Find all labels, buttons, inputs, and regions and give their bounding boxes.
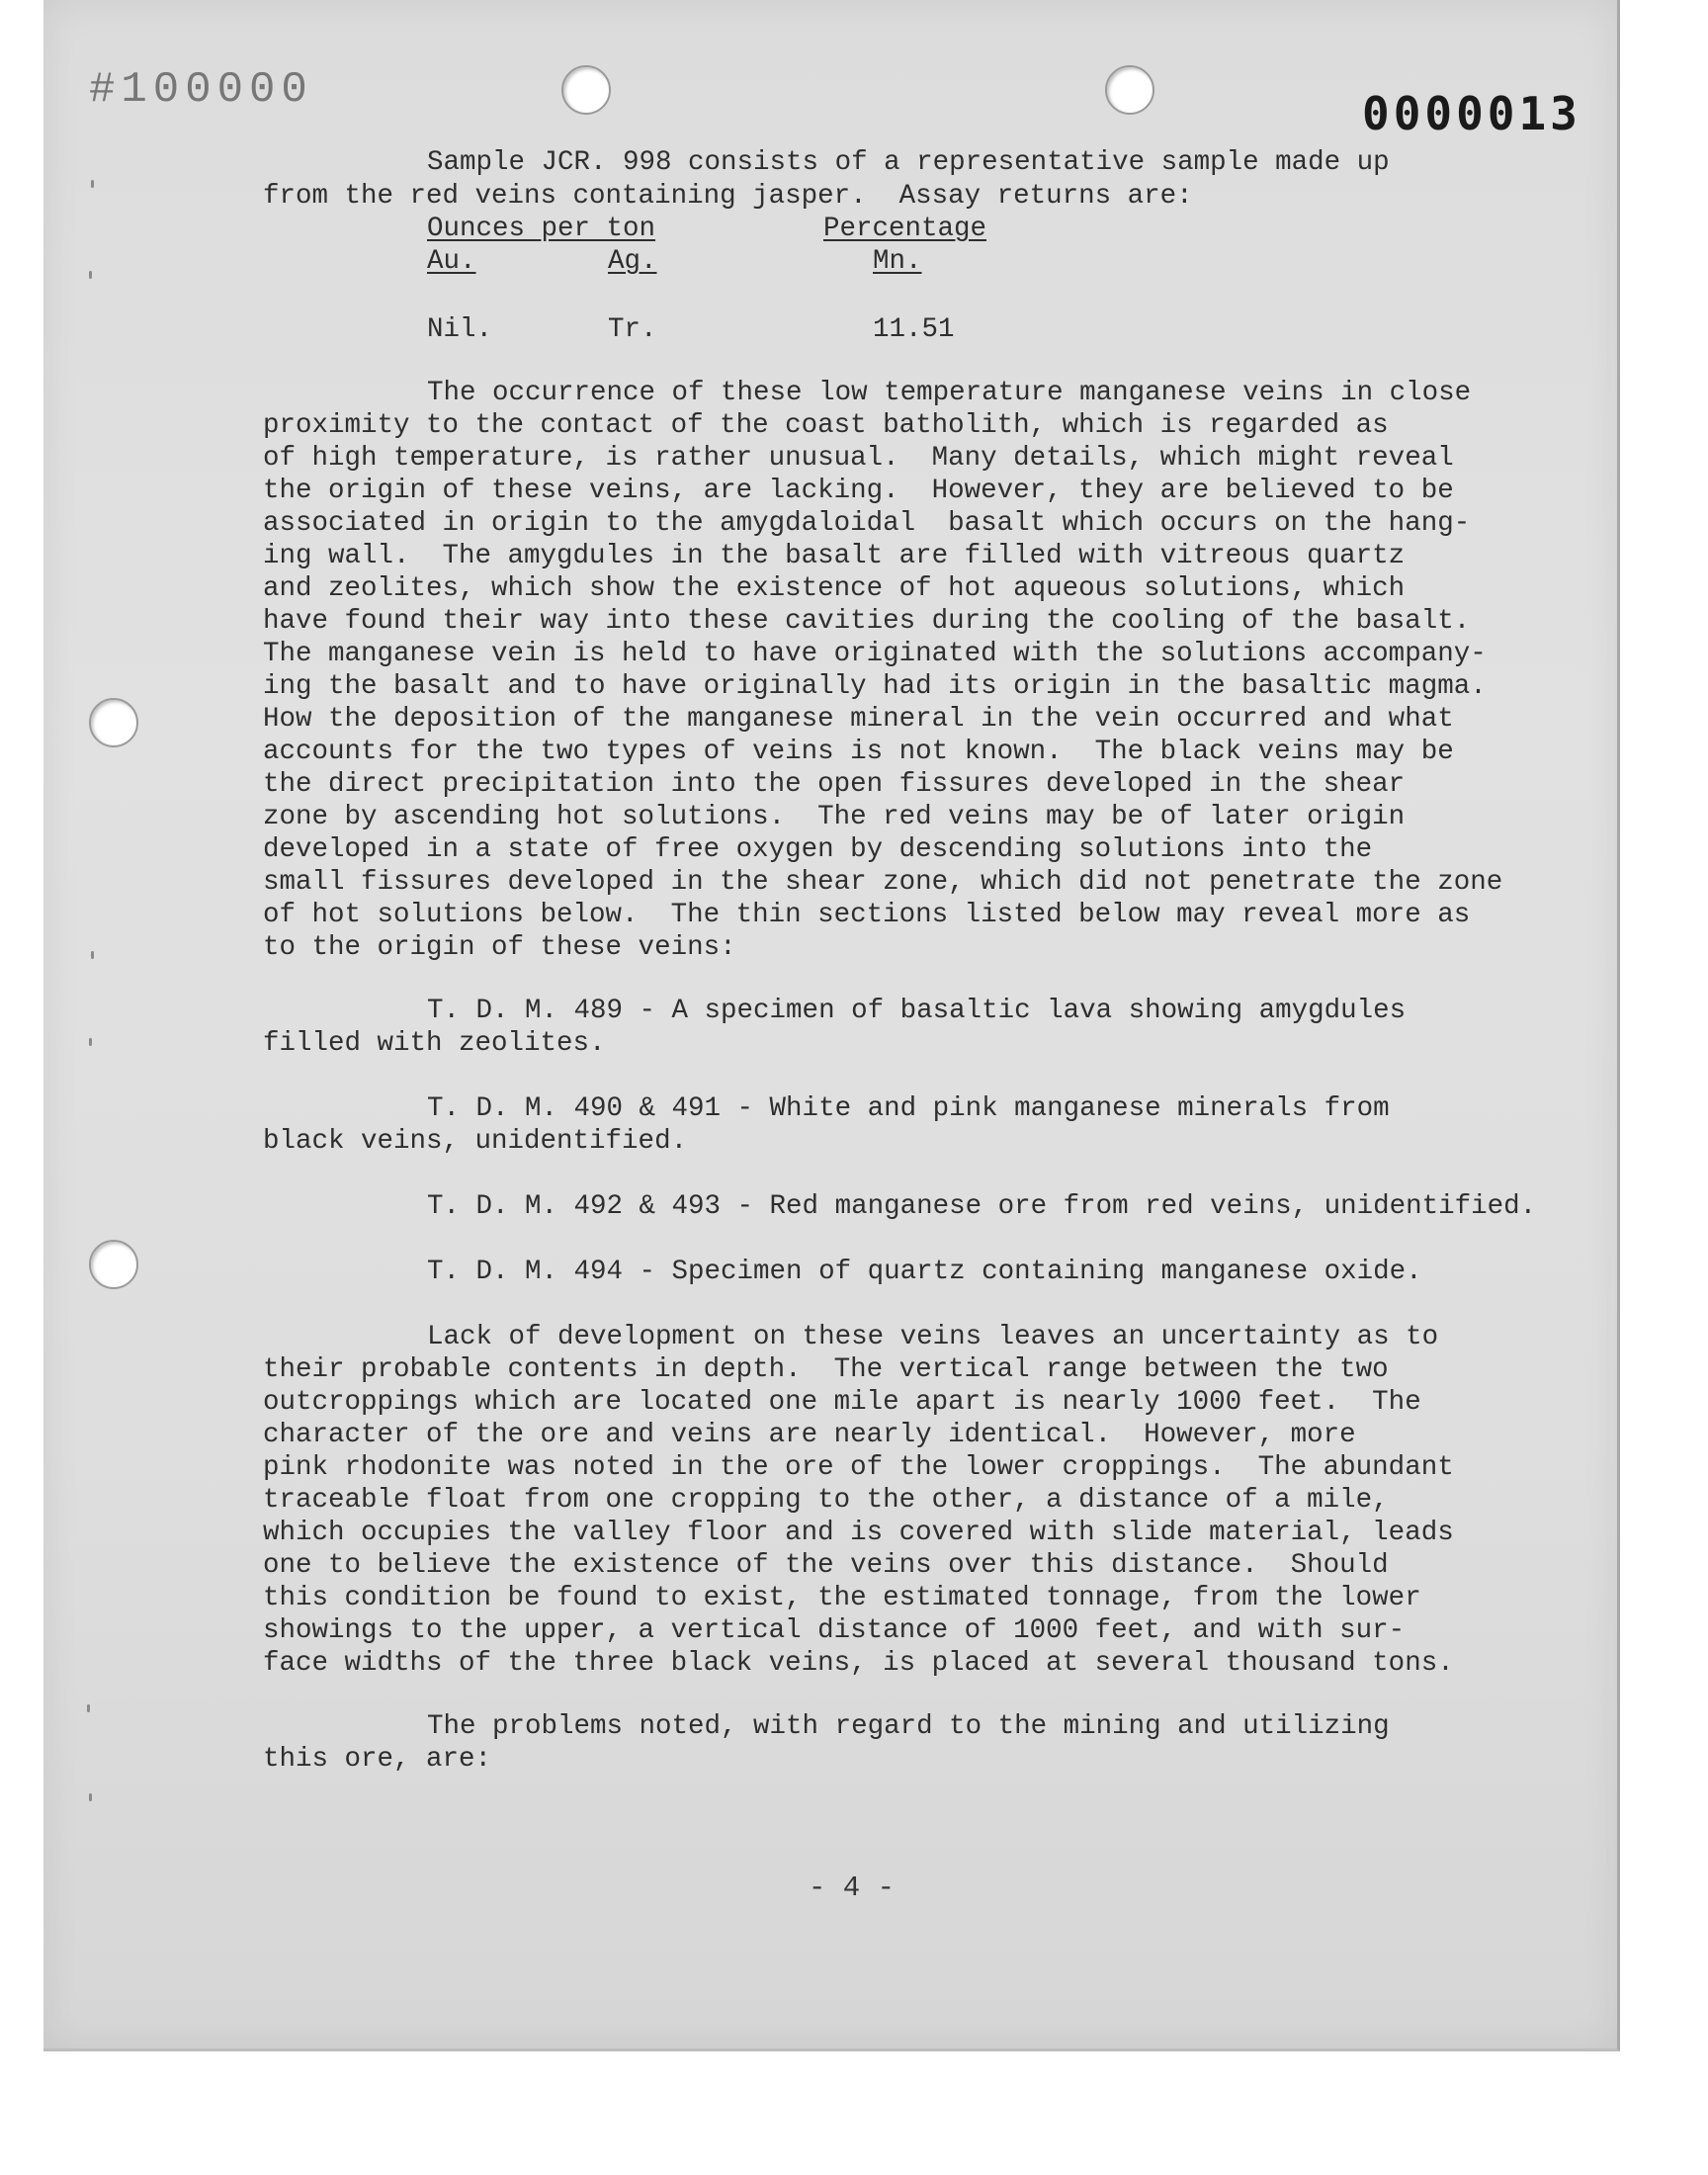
paragraph-line: the origin of these veins, are lacking. However, they are believed to be xyxy=(263,476,1454,506)
assay-header-percentage: Percentage xyxy=(823,214,987,244)
paragraph-line: accounts for the two types of veins is not known. The black veins may be xyxy=(263,737,1454,767)
paragraph-line: outcroppings which are located one mile apart is nearly 1000 feet. The xyxy=(263,1387,1421,1418)
assay-value-mn: 11.51 xyxy=(873,314,955,345)
paragraph-line: this ore, are: xyxy=(263,1744,492,1775)
thin-section-item: T. D. M. 494 - Specimen of quartz containing manganese oxide. xyxy=(427,1257,1422,1287)
paragraph-line: which occupies the valley floor and is covered with slide material, leads xyxy=(263,1518,1454,1548)
paragraph-line: this condition be found to exist, the estimated tonnage, from the lower xyxy=(263,1583,1421,1613)
paragraph-line: ing wall. The amygdules in the basalt are filled with vitreous quartz xyxy=(263,541,1406,571)
paragraph-line: ing the basalt and to have originally had its origin in the basaltic magma. xyxy=(263,671,1487,702)
paragraph-line: The occurrence of these low temperature manganese veins in close xyxy=(427,378,1472,408)
paragraph-line: showings to the upper, a vertical distance of 1000 feet, and with sur- xyxy=(263,1615,1406,1646)
margin-mark xyxy=(89,1038,92,1046)
margin-mark xyxy=(89,1793,92,1801)
intro-line: Sample JCR. 998 consists of a representative sample made up xyxy=(427,147,1390,178)
paragraph-line: traceable float from one cropping to the other, a distance of a mile, xyxy=(263,1485,1389,1516)
paragraph-line: proximity to the contact of the coast batholith, which is regarded as xyxy=(263,410,1389,441)
margin-mark xyxy=(91,180,94,188)
punch-hole-lower xyxy=(89,1240,138,1289)
paragraph-line: face widths of the three black veins, is placed at several thousand tons. xyxy=(263,1648,1454,1679)
paragraph-line: developed in a state of free oxygen by descending solutions into the xyxy=(263,834,1373,865)
page-number: - 4 - xyxy=(809,1871,896,1904)
paragraph-line: of hot solutions below. The thin sections listed below may reveal more as xyxy=(263,900,1471,930)
paragraph-line: How the deposition of the manganese mineral in the vein occurred and what xyxy=(263,704,1454,735)
paragraph-line: and zeolites, which show the existence of hot aqueous solutions, which xyxy=(263,573,1406,604)
paragraph-line: Lack of development on these veins leaves an uncertainty as to xyxy=(427,1322,1439,1352)
paragraph-line: to the origin of these veins: xyxy=(263,932,736,963)
paragraph-line: The problems noted, with regard to the mining and utilizing xyxy=(427,1711,1390,1742)
thin-section-item: T. D. M. 490 & 491 - White and pink manganese minerals from xyxy=(427,1093,1390,1124)
assay-col-mn: Mn. xyxy=(873,246,922,277)
thin-section-item: filled with zeolites. xyxy=(263,1028,606,1059)
punch-hole-top-left xyxy=(561,65,611,115)
punch-hole-top-right xyxy=(1105,65,1154,115)
paragraph-line: one to believe the existence of the veins over this distance. Should xyxy=(263,1550,1389,1581)
intro-line: from the red veins containing jasper. Assay returns are: xyxy=(263,181,1193,212)
paragraph-line: character of the ore and veins are nearly identical. However, more xyxy=(263,1420,1356,1450)
paragraph-line: associated in origin to the amygdaloidal basalt which occurs on the hang- xyxy=(263,508,1471,539)
paragraph-line: of high temperature, is rather unusual. Many details, which might reveal xyxy=(263,443,1454,474)
assay-header-ounces: Ounces per ton xyxy=(427,214,656,244)
thin-section-item: T. D. M. 489 - A specimen of basaltic lava showing amygdules xyxy=(427,996,1407,1026)
thin-section-item: black veins, unidentified. xyxy=(263,1126,688,1157)
assay-col-ag: Ag. xyxy=(608,246,657,277)
paragraph-line: The manganese vein is held to have originated with the solutions accompany- xyxy=(263,639,1487,669)
paragraph-line: zone by ascending hot solutions. The red veins may be of later origin xyxy=(263,802,1406,832)
paragraph-line: have found their way into these cavities during the cooling of the basalt. xyxy=(263,606,1471,637)
assay-col-au: Au. xyxy=(427,246,476,277)
margin-mark xyxy=(87,1704,90,1712)
paragraph-line: their probable contents in depth. The vertical range between the two xyxy=(263,1354,1389,1385)
thin-section-item: T. D. M. 492 & 493 - Red manganese ore from red veins, unidentified. xyxy=(427,1191,1537,1222)
stamp-number: #100000 xyxy=(89,65,313,115)
margin-mark xyxy=(91,951,94,959)
punch-hole-middle xyxy=(89,698,138,747)
assay-value-ag: Tr. xyxy=(608,314,657,345)
document-number: 0000013 xyxy=(1362,87,1581,140)
paragraph-line: the direct precipitation into the open fissures developed in the shear xyxy=(263,769,1406,800)
margin-mark xyxy=(89,271,92,279)
paragraph-line: pink rhodonite was noted in the ore of the lower croppings. The abundant xyxy=(263,1452,1454,1483)
paragraph-line: small fissures developed in the shear zone, which did not penetrate the zone xyxy=(263,867,1503,898)
assay-value-au: Nil. xyxy=(427,314,493,345)
